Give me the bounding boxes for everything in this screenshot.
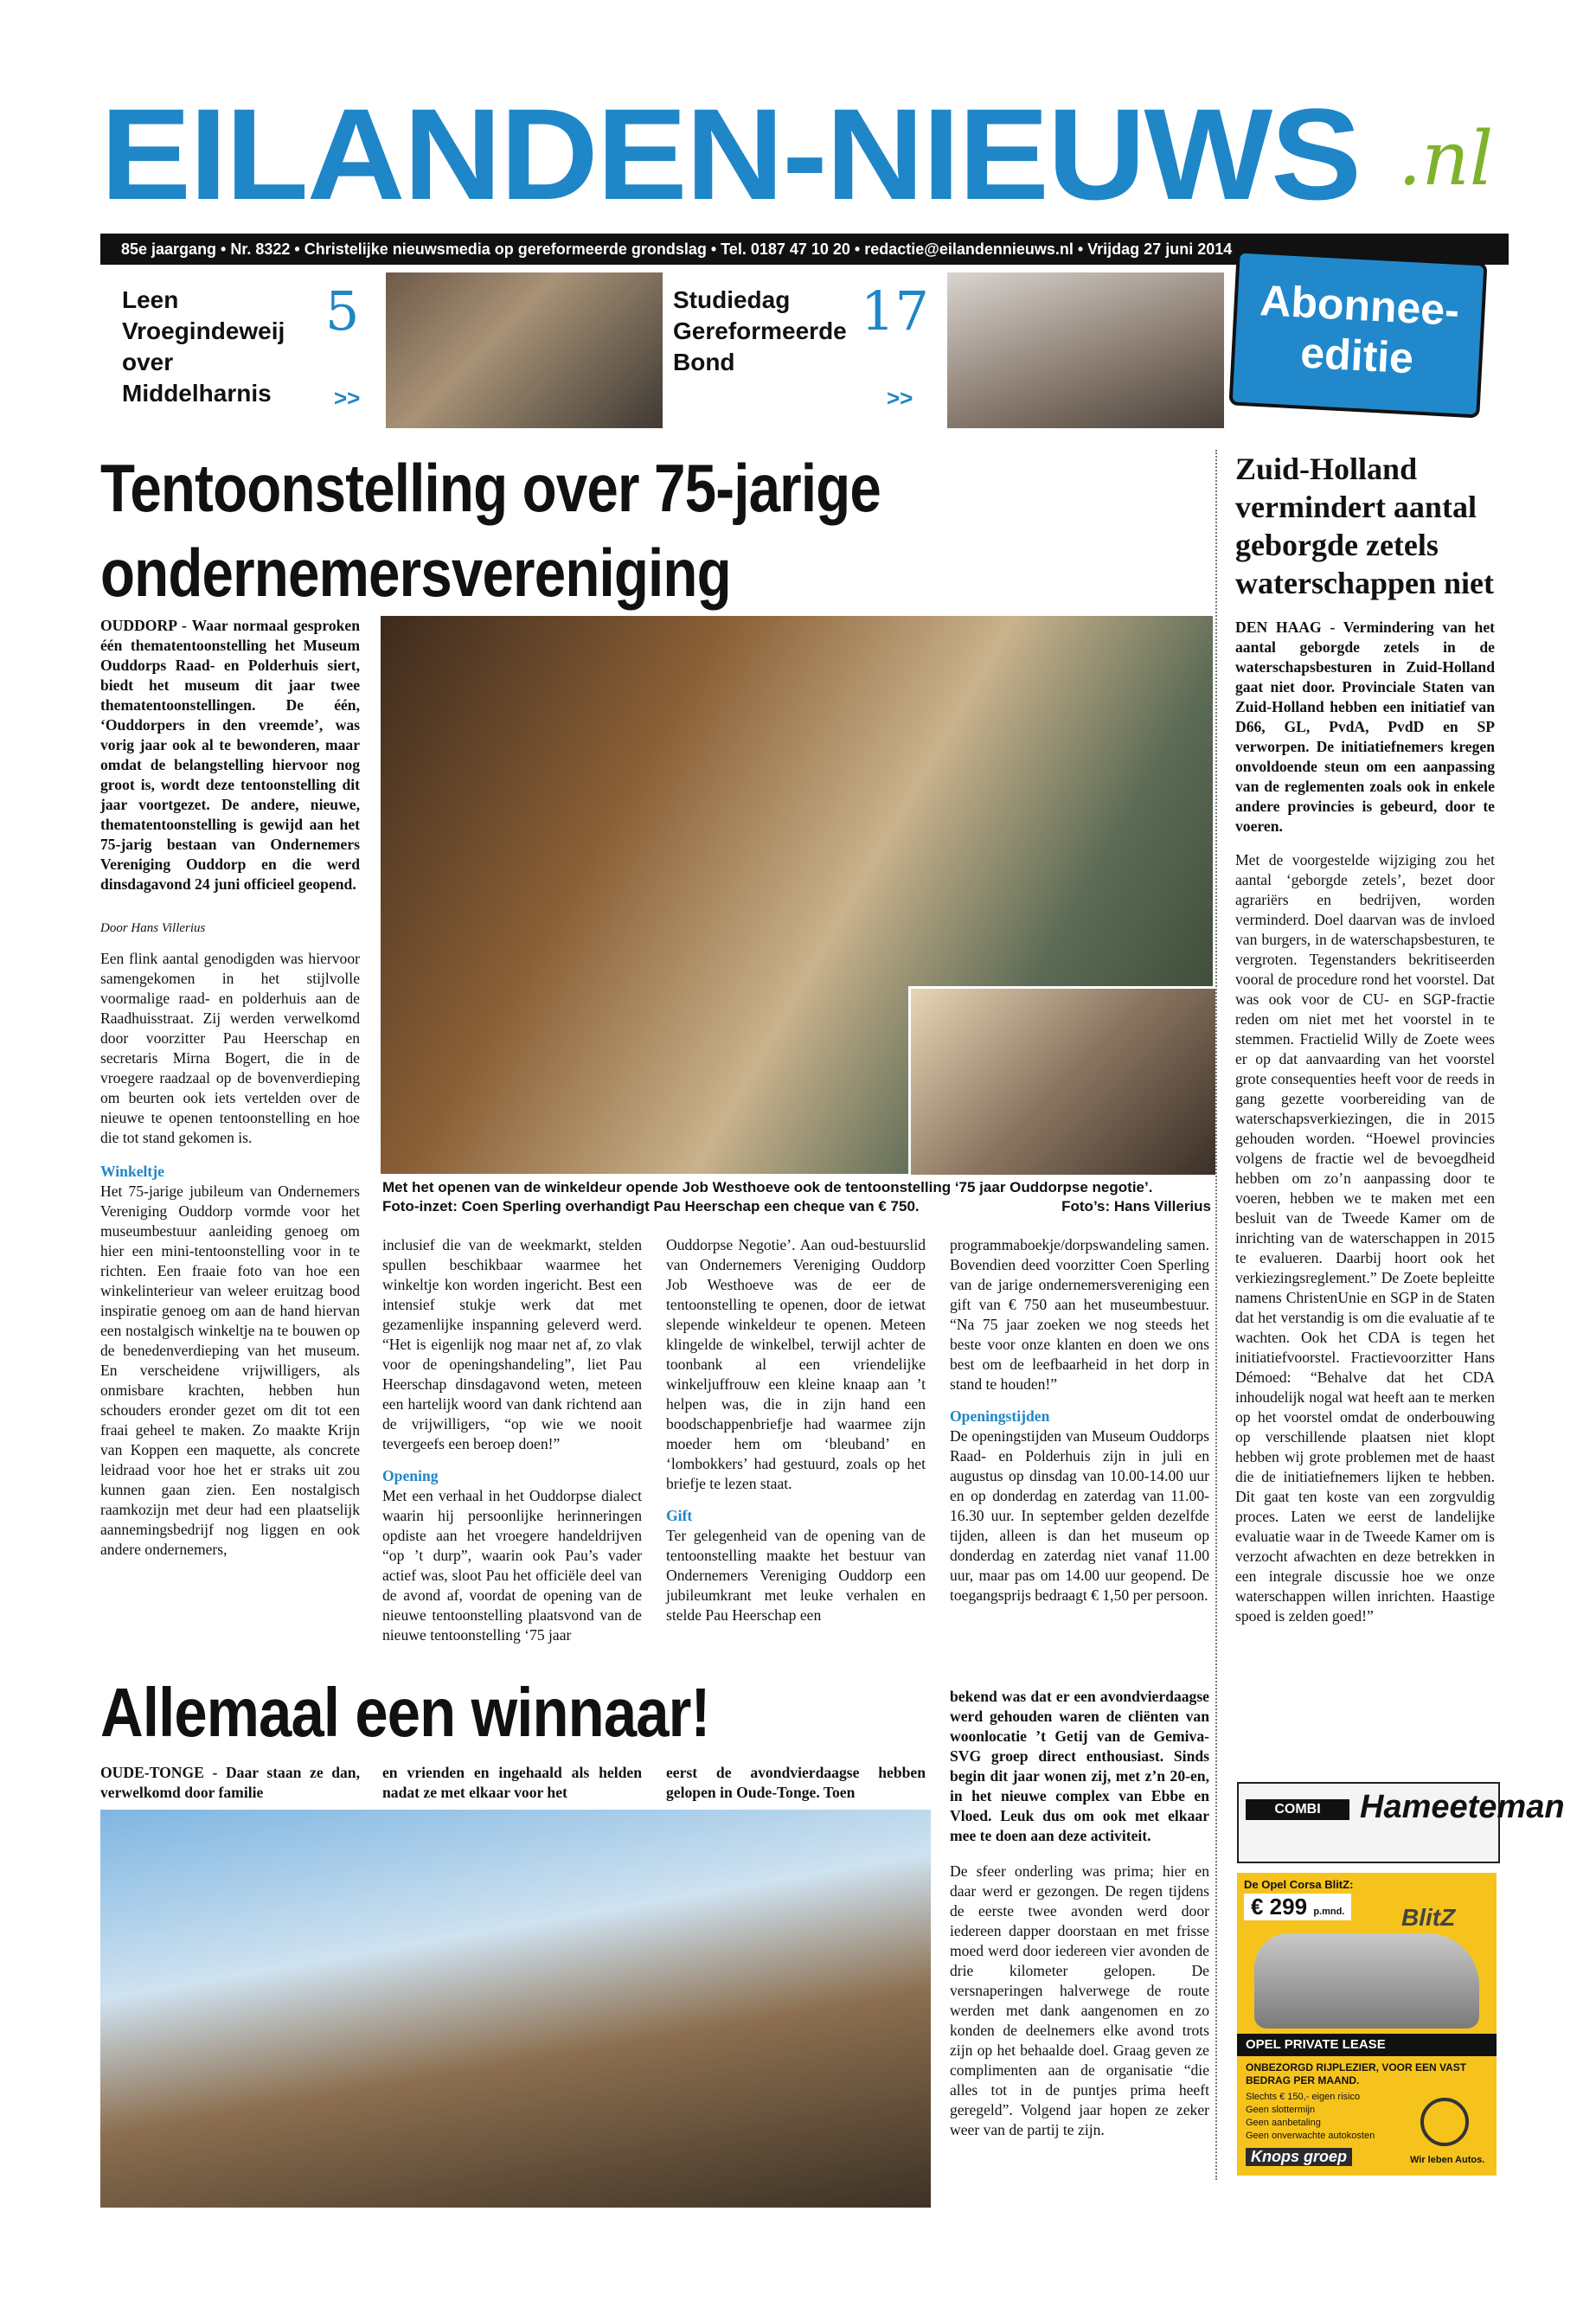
side-headline: Zuid-Holland vermindert aantal geborgde zetels waterschappen niet (1235, 452, 1494, 600)
opel-bullet: Geen slottermijn (1246, 2105, 1316, 2115)
main-article-p5: Ouddorpse Negotie’. Aan oud-bestuurslid van Ondernemers Vereniging Ouddorp Job Westhoeve was de eer de tentoonstelling te openen, door de ietwat slepende winkeldeur te openen. Meteen klingelde de winkelbel, terwijl achter de toonbank al een vriendelijke winkeljuffrouw een kleine knaap aan ’t helpen was, die in zijn hand een boodschappenbriefje had waarmee zijn moeder hem om ‘bleuband’ en ‘lombokkers’ had gestuurd, zoals op het briefje te lezen staat. (666, 1236, 926, 1492)
side-article (1235, 450, 1495, 1626)
teaser-1[interactable] (100, 272, 663, 428)
caption-line-1: Met het openen van de winkeldeur opende Job Westhoeve ook de tentoonstelling ‘75 jaar Ouddorpse negotie’. (382, 1179, 1153, 1195)
opel-bullets (1246, 2091, 1419, 2143)
subheading-openingstijden: Openingstijden (950, 1407, 1050, 1425)
subheading-gift: Gift (666, 1507, 693, 1524)
opel-tag: De Opel Corsa BlitZ: (1244, 1878, 1354, 1891)
opel-logo-icon (1420, 2098, 1469, 2146)
teaser-page: 5 (325, 279, 360, 343)
main-headline (100, 445, 1030, 615)
combi-label: COMBI (1246, 1799, 1349, 1820)
masthead (100, 81, 1519, 227)
main-article-p2: Het 75-jarige jubileum van Ondernemers Vereniging Ouddorp vormde voor het museumbestuur aanleiding genoeg om hier een mini-tentoonstelling voor in te richten. Een fraaie foto van hoe een winkelinterieur van weleer eruitzag bood inspiratie genoeg om aan de hand hiervan een nostalgisch winkeltje na te bouwen op de benedenverdieping van het museum. En verscheidene vrijwilligers, als onmisbare krachten, hebben hun schouders eronder gezet om dit tot een fraai geheel te maken. Zo maakte Krijn van Koppen een maquette, als concrete leidraad voor hoe het er straks uit zou kunnen gaan zien. Een nostalgisch raamkozijn met deur had een plaatselijk aannemingsbedrijf nog liggen en ook andere ondernemers, (100, 1183, 360, 1558)
photo-caption (382, 1178, 1211, 1216)
hameeteman-brand: Hameeteman (1360, 1789, 1565, 1825)
main-headline-line-2: ondernemersvereniging (100, 535, 731, 611)
teaser-photo (386, 272, 663, 428)
hameeteman-ad[interactable] (1237, 1782, 1565, 1863)
opel-price (1244, 1894, 1351, 1920)
main-article-p4: Met een verhaal in het Ouddorpse dialect waarin hij persoonlijke herinneringen opdiste aan het vroegere handeldrijven “op ’t durp”, waarin ook Pau’s vader actief was, sloot Pau het officiële deel van de avond af, voordat de opening van de nieuwe tentoonstelling plaatsvond van de nieuwe tentoonstelling ‘75 jaar (382, 1487, 642, 1644)
newspaper-logo[interactable]: EILANDEN-NIEUWS (100, 81, 1360, 227)
opel-bullet: Geen aanbetaling (1246, 2118, 1321, 2128)
badge-line-2: editie (1299, 328, 1415, 383)
opel-bullet: Geen onverwachte autokosten (1246, 2131, 1375, 2141)
car-image (1254, 1933, 1479, 2029)
opel-price-unit: p.mnd. (1313, 1907, 1345, 1917)
opel-model: BlitZ (1401, 1904, 1456, 1931)
main-article-column-3 (666, 1235, 926, 1625)
teaser-arrow-icon[interactable]: >> (334, 385, 361, 411)
main-headline-line-1: Tentoonstelling over 75-jarige (100, 450, 881, 526)
teaser-arrow-icon[interactable]: >> (887, 385, 913, 411)
second-article-lead-b: en vrienden en ingehaald als helden nadat ze met elkaar voor het (382, 1764, 642, 1801)
teaser-2[interactable] (666, 272, 1228, 428)
opel-sub: ONBEZORGD RIJPLEZIER, VOOR EEN VAST BEDRAG PER MAAND. (1246, 2061, 1467, 2086)
logo-domain-suffix: .nl (1398, 116, 1494, 202)
dealer-logo: Knops groep (1246, 2148, 1352, 2166)
opel-bullet: Slechts € 150,- eigen risico (1246, 2092, 1361, 2102)
second-article-column (950, 1687, 1209, 2140)
teaser-page: 17 (861, 279, 929, 343)
teaser-photo (947, 272, 1224, 428)
opel-ad[interactable] (1237, 1873, 1497, 2176)
main-article-column-2 (382, 1235, 642, 1645)
main-article-p3: inclusief die van de weekmarkt, stelden spullen beschikbaar waarmee het winkeltje kon worden ingericht. Best een intensief stukje werk dat met gezamenlijke inspanning geleverd werd. “Het is eigenlijk nog maar net af, zo vlak voor de openingshandeling”, liet Pau Heerschap dinsdagavond weten, meteen een hartelijk woord van dank richtend aan de vrijwilligers, “op wie we nooit tevergeefs een beroep doen!” (382, 1236, 642, 1452)
subscriber-edition-badge (1228, 250, 1487, 419)
byline: Door Hans Villerius (100, 921, 206, 935)
second-article-lead-a: OUDE-TONGE - Daar staan ze dan, verwelkomd door familie (100, 1764, 360, 1801)
teaser-title: Leen Vroegindeweij over Middelharnis (122, 286, 285, 407)
second-article-lead-d: bekend was dat er een avondvierdaagse werd gehouden waren de cliënten van woonlocatie ’t Getij van de Gemiva-SVG groep direct enthousiast. Sinds begin dit jaar wonen zij, met z’n 20-en, in het nieuwe complex van Ebbe en Vloed. Leuk dus om ook met elkaar mee te doen aan deze activiteit. (950, 1688, 1209, 1844)
main-article-p1: Een flink aantal genodigden was hiervoor samengekomen in het stijlvolle voormalige raad- en polderhuis aan de Raadhuisstraat. Zij werden verwelkomd door voorzitter Pau Heerschap en secretaris Mirna Bogert, die in de vroegere raadzaal op de bovenverdieping om beurten ook iets vertelden over de nieuwe te openen tentoonstelling en hoe die tot stand gekomen is. (100, 950, 360, 1146)
main-article-lead-column (100, 616, 360, 1560)
main-article-lead: OUDDORP - Waar normaal gesproken één thematentoonstelling het Museum Ouddorps Raad- en Polderhuis siert, biedt het museum dit jaar twee thematentoonstellingen. De één, ‘Ouddorpers in den vreemde’, was vorig jaar ook al te bewonderen, maar omdat de belangstelling hiervoor nog groot is, wordt deze tentoonstelling dit jaar voortgezet. De andere, nieuwe, thematentoonstelling is gewijd aan het 75-jarig bestaan van Ondernemers Vereniging Ouddorp en die werd dinsdagavond 24 juni officieel geopend. (100, 617, 360, 893)
main-article-p7: programmaboekje/dorpswandeling samen. Bovendien deed voorzitter Coen Sperling van de jarige ondernemersvereniging een gift van € 750 aan het museumbestuur. “Na 75 jaar zoeken we nog steeds het beste voor onze klanten en doen we ons best om de leefbaarheid in het dorp in stand te houden!” (950, 1236, 1209, 1393)
inset-photo (908, 986, 1218, 1177)
caption-line-2: Foto-inzet: Coen Sperling overhandigt Pau Heerschap een cheque van € 750. (382, 1198, 920, 1215)
opel-price-value: € 299 (1251, 1894, 1308, 1920)
side-article-body: Met de voorgestelde wijziging zou het aantal ‘geborgde zetels’, bezet door agrariërs en bedrijven, worden verminderd. Doel daarvan was de invloed van burgers, in de waterschapsbesturen, te vergroten. Tegenstanders bekritiseerden vooral de procedure rond het voorstel. Dat was ook voor de CU- en SGP-fractie reden om niet met het voorstel in te stemmen. Fractielid Willy de Zoete wees er op dat aanvaarding van het voorstel grote consequenties heeft voor de reeds in gang gezette voorbereiding van de waterschapsverkiezingen, die in 2015 gehouden worden. “Hoewel provincies volgens de fractie wel de bevoegdheid hebben om zo’n aanpassing door te voeren, hebben we te maken met een besluit van de Tweede Kamer om de inrichting van de waterschappen in 2015 te evalueren. Daarbij hoort ook het verkiezingsreglement.” De Zoete bepleitte namens ChristenUnie en SGP in de Staten dat het verstandig is om die evaluatie af te wachten. Ook het CDA is tegen het initiatiefvoorstel. Fractievoorzitter Hans Démoed: “Behalve dat het CDA inhoudelijk nogal wat heeft aan te merken op het voorstel omdat de onderbouwing op verschillende plaatsen niet klopt hebben wij grote problemen met de haast die de initiatiefnemers lijken te hebben. Dit gaat ten koste van een zorgvuldig proces. Laten we eerst de landelijke evaluatie waar in de Tweede Kamer om is verzocht afwachten en deze betrekken in een integrale discussie hoe we onze waterschappen willen inrichten. Haastige spoed is zelden goed!” (1235, 851, 1495, 1625)
second-headline: Allemaal een winnaar! (100, 1674, 710, 1751)
second-article-photo (100, 1810, 931, 2208)
subheading-winkeltje: Winkeltje (100, 1163, 164, 1180)
subheading-opening: Opening (382, 1467, 439, 1484)
teaser-title: Studiedag Gereformeerde Bond (673, 286, 847, 375)
second-article-lead-c: eerst de avondvierdaagse hebben gelopen in Oude-Tonge. Toen (666, 1764, 926, 1801)
badge-line-1: Abonnee- (1259, 276, 1461, 336)
column-divider (1215, 450, 1217, 2180)
opel-slogan: Wir leben Autos. (1410, 2155, 1485, 2165)
main-article-column-4 (950, 1235, 1209, 1606)
main-article-p6: Ter gelegenheid van de opening van de tentoonstelling maakte het bestuur van Ondernemers Vereniging Ouddorp een jubileumkrant met leuke verhalen en stelde Pau Heerschap een (666, 1527, 926, 1624)
opel-title: OPEL PRIVATE LEASE (1237, 2034, 1497, 2056)
main-article-p8: De openingstijden van Museum Ouddorps Raad- en Polderhuis zijn in juli en augustus op dinsdag van 10.00-14.00 uur en op donderdag en zaterdag van 11.00-16.30 uur. In september gelden dezelfde tijden, alleen is dan het museum op donderdag en zaterdag niet vanaf 11.00 uur, maar pas om 14.00 uur geopend. De toegangsprijs bedraagt € 1,50 per persoon. (950, 1427, 1209, 1604)
photo-credit: Foto’s: Hans Villerius (1061, 1198, 1211, 1215)
second-article-body: De sfeer onderling was prima; hier en daar werd er gezongen. De regen tijdens de eerste twee avonden werd door iedereen dapper doorstaan en met frisse moed werd door iedereen vier avonden de drie kilometer gelopen. De versnaperingen halverwege de route werden met dank aangenomen en zo konden de deelnemers elke avond trots zijn op het behaalde doel. Graag geven ze complimenten aan de organisatie “die alles tot in de puntjes prima heeft geregeld”. Volgend jaar hopen ze zeker weer van de partij te zijn. (950, 1862, 1209, 2138)
side-article-lead: DEN HAAG - Vermindering van het aantal geborgde zetels in de waterschapsbesturen in Zuid-Holland gaat niet door. Provinciale Staten van Zuid-Holland hebben een initiatief van D66, GL, PvdA, PvdD en SP verworpen. De initiatiefnemers kregen onvoldoende steun om een aanpassing van de reglementen zoals ook in enkele andere provincies is gebeurd, door te voeren. (1235, 619, 1495, 835)
info-bar: 85e jaargang • Nr. 8322 • Christelijke nieuwsmedia op gereformeerde grondslag • Tel. 0187 47 10 20 • redactie@eilandennieuws.nl • Vrijdag 27 juni 2014 (100, 234, 1509, 265)
